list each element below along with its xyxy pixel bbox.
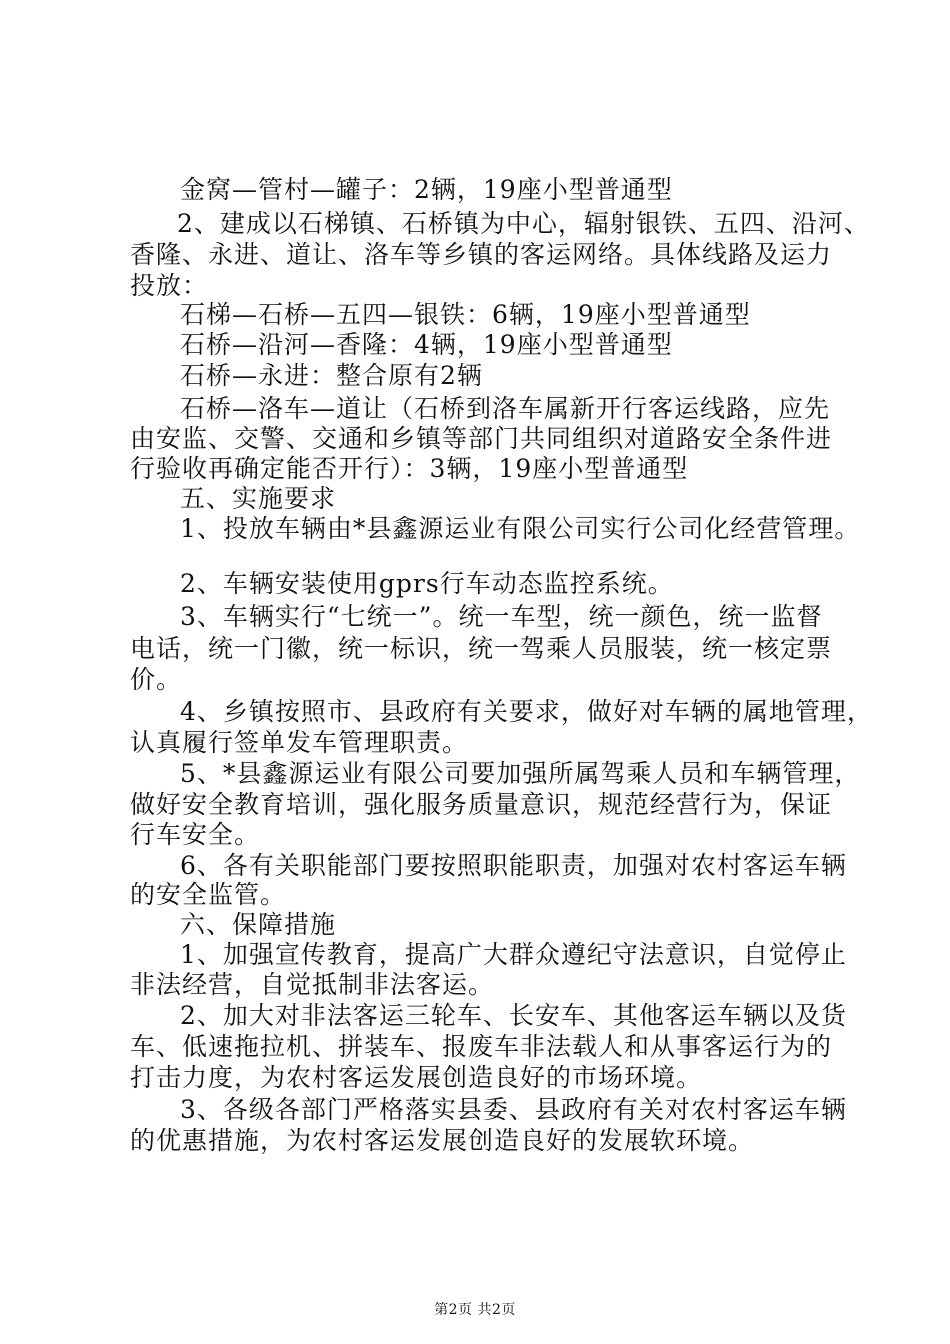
text-line: 金窝—管村—罐子：2辆，19座小型普通型 [180,175,673,204]
section-heading: 五、实施要求 [180,484,337,513]
text-line: 5、*县鑫源运业有限公司要加强所属驾乘人员和车辆管理， [180,759,861,788]
text-line: 车、低速拖拉机、拼装车、报废车非法载人和从事客运行为的 [130,1032,833,1061]
text-line: 2、加大对非法客运三轮车、长安车、其他客运车辆以及货 [180,1001,847,1030]
text-line: 3、车辆实行“七统一”。统一车型，统一颜色，统一监督 [180,602,823,631]
text-line: 由安监、交警、交通和乡镇等部门共同组织对道路安全条件进 [130,424,833,453]
text-line: 行车安全。 [130,820,261,849]
page-footer: 第2页 共2页 [434,1302,516,1318]
text-line: 非法经营，自觉抵制非法客运。 [130,970,495,999]
text-line: 石梯—石桥—五四—银铁：6辆，19座小型普通型 [180,300,751,329]
text-line: 投放： [130,271,209,300]
text-line: 行验收再确定能否开行）：3辆，19座小型普通型 [130,454,689,483]
text-line: 打击力度，为农村客运发展创造良好的市场环境。 [130,1063,703,1092]
text-line: 的优惠措施，为农村客运发展创造良好的发展软环境。 [130,1126,755,1155]
text-line: 3、各级各部门严格落实县委、县政府有关对农村客运车辆 [180,1095,847,1124]
text-line: 1、投放车辆由*县鑫源运业有限公司实行公司化经营管理。 [180,514,861,543]
text-line: 2、建成以石梯镇、石桥镇为中心，辐射银铁、五四、沿河、 [177,209,870,238]
text-line: 价。 [130,665,183,694]
text-line: 的安全监管。 [130,880,287,909]
text-line: 认真履行签单发车管理职责。 [130,728,469,757]
text-line: 电话，统一门徽，统一标识，统一驾乘人员服装，统一核定票 [130,634,833,663]
text-line: 4、乡镇按照市、县政府有关要求，做好对车辆的属地管理， [180,697,873,726]
text-line: 做好安全教育培训，强化服务质量意识，规范经营行为，保证 [130,790,833,819]
text-line: 6、各有关职能部门要按照职能职责，加强对农村客运车辆 [180,851,847,880]
text-line: 石桥—沿河—香隆：4辆，19座小型普通型 [180,330,673,359]
section-heading: 六、保障措施 [180,910,337,939]
text-line: 1、加强宣传教育，提高广大群众遵纪守法意识，自觉停止 [180,940,847,969]
text-line: 石桥—永进：整合原有2辆 [180,361,483,390]
text-line: 香隆、永进、道让、洛车等乡镇的客运网络。具体线路及运力 [130,240,833,269]
text-line: 石桥—洛车—道让（石桥到洛车属新开行客运线路，应先 [180,394,831,423]
text-line: 2、车辆安装使用gprs行车动态监控系统。 [180,569,674,598]
